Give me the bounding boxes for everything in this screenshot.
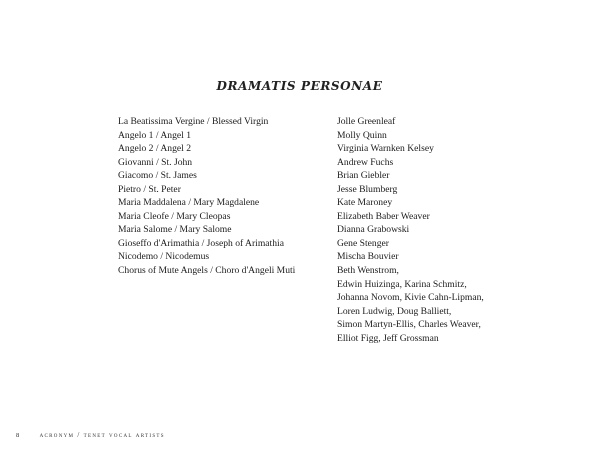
role-name: Maria Maddalena / Mary Magdalene [118, 197, 260, 209]
cast-member: Loren Ludwig, Doug Balliett, [337, 305, 452, 317]
role-name: Angelo 1 / Angel 1 [118, 129, 192, 141]
cast-member: Mischa Bouvier [337, 251, 399, 263]
role-name: Maria Salome / Mary Salome [118, 224, 232, 236]
cast-member: Virginia Warnken Kelsey [337, 143, 434, 155]
cast-member: Jolle Greenleaf [337, 116, 396, 127]
cast-member: Simon Martyn-Ellis, Charles Weaver, [337, 319, 481, 331]
cast-member: Edwin Huizinga, Karina Schmitz, [337, 278, 467, 290]
cast-member: Kate Maroney [337, 197, 393, 209]
role-name: Giovanni / St. John [118, 156, 193, 168]
role-name: Chorus of Mute Angels / Choro d'Angeli Muti [118, 265, 296, 277]
role-name: Maria Cleofe / Mary Cleopas [118, 210, 231, 222]
roles-column [118, 115, 295, 278]
role-name: Giacomo / St. James [118, 170, 197, 182]
role-name: Pietro / St. Peter [118, 183, 181, 195]
cast-column [337, 115, 484, 345]
page-number: 8 [16, 432, 20, 439]
cast-member: Dianna Grabowski [337, 224, 410, 236]
cast-member: Johanna Novom, Kivie Cahn-Lipman, [337, 292, 484, 304]
cast-member: Elizabeth Baber Weaver [337, 210, 430, 222]
cast-member: Jesse Blumberg [337, 183, 398, 195]
running-title: acronym / tenet vocal artists [39, 431, 165, 439]
cast-member: Elliot Figg, Jeff Grossman [337, 332, 439, 344]
role-name: Nicodemo / Nicodemus [118, 251, 210, 263]
page-footer [16, 431, 165, 439]
cast-member: Brian Giebler [337, 170, 390, 182]
cast-member: Molly Quinn [337, 129, 387, 141]
cast-member: Andrew Fuchs [337, 156, 394, 168]
role-name: La Beatissima Vergine / Blessed Virgin [118, 116, 269, 127]
cast-member: Beth Wenstrom, [337, 265, 399, 277]
role-name: Gioseffo d'Arimathia / Joseph of Arimathia [118, 237, 284, 249]
cast-member: Gene Stenger [337, 237, 389, 249]
page-title: DRAMATIS PERSONAE [216, 79, 383, 93]
role-name: Angelo 2 / Angel 2 [118, 143, 192, 155]
